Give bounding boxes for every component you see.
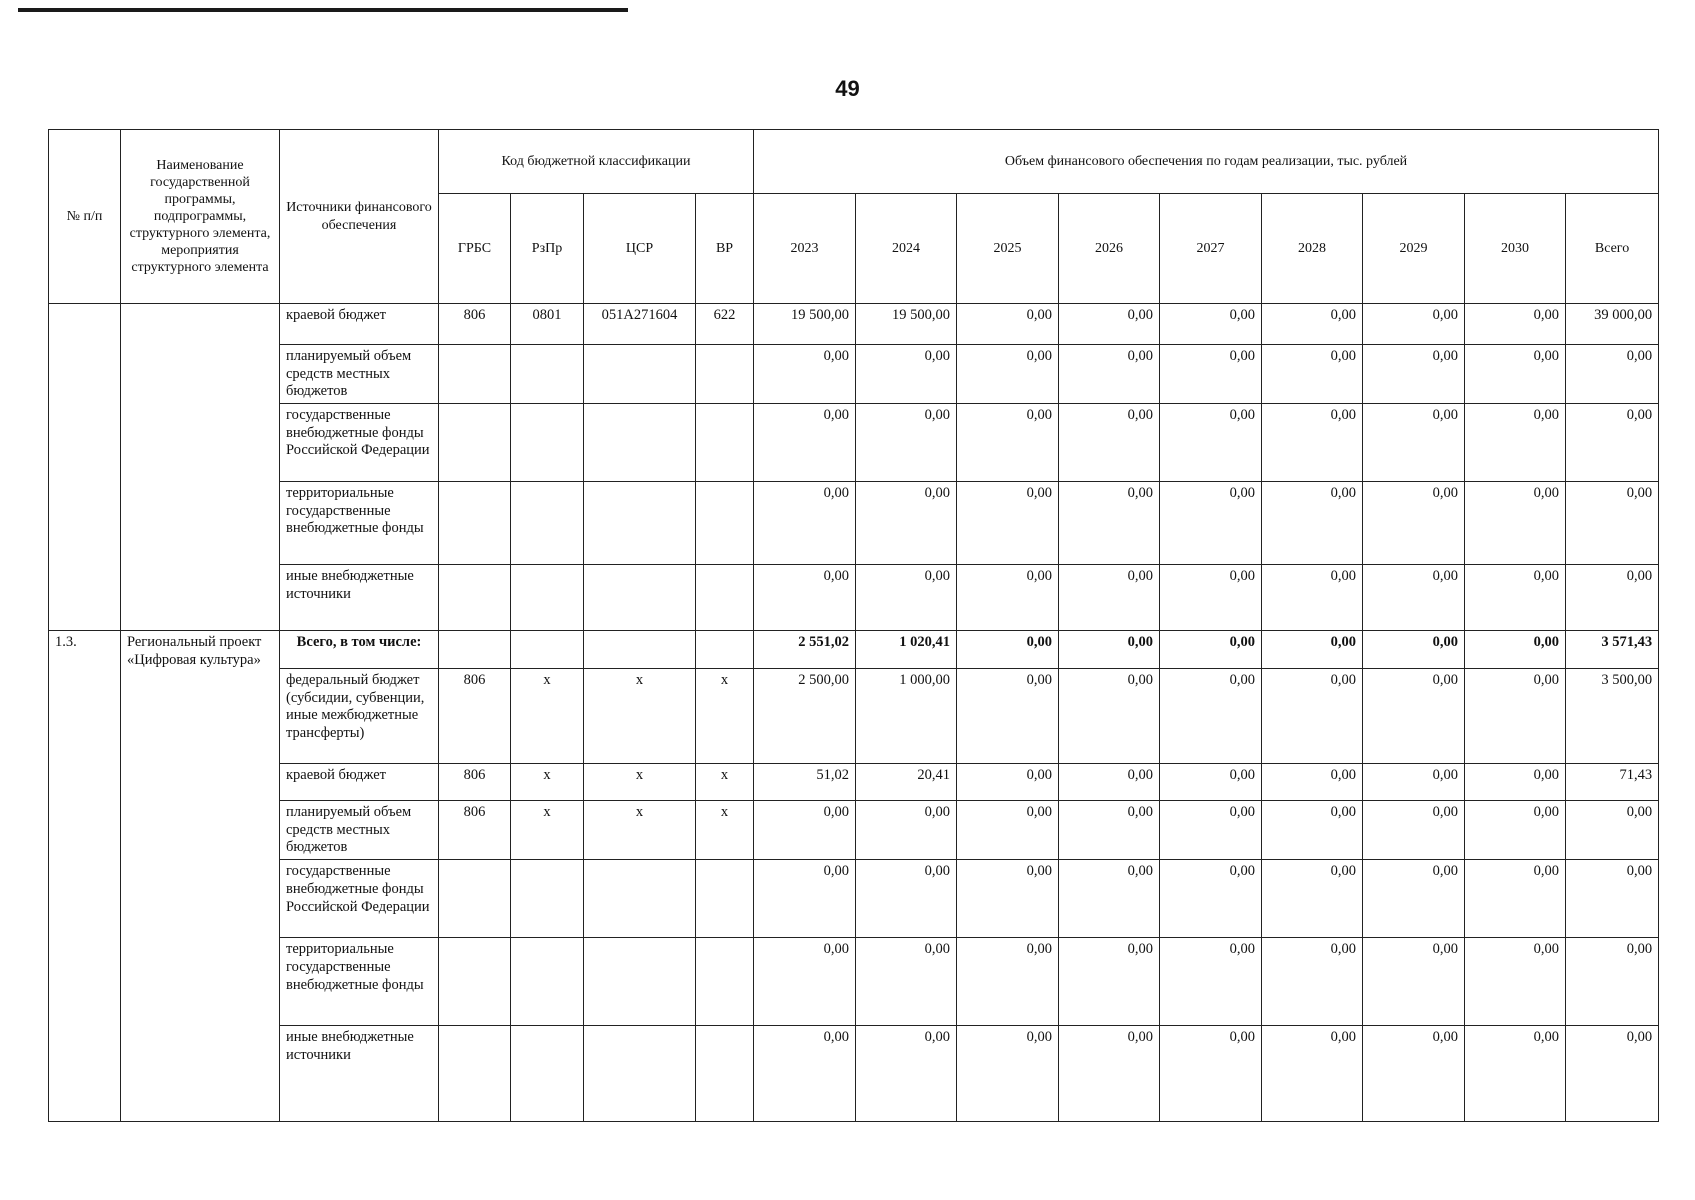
cell-value: 0,00 — [1059, 631, 1160, 669]
cell-value: 0,00 — [957, 304, 1059, 345]
cell-code — [511, 565, 584, 631]
financing-table — [48, 129, 1659, 1122]
header-year: 2029 — [1363, 194, 1465, 304]
cell-code — [696, 404, 754, 482]
cell-value: 0,00 — [856, 345, 957, 404]
cell-value: 0,00 — [1465, 404, 1566, 482]
cell-code: 806 — [439, 669, 511, 764]
top-rule — [18, 8, 628, 12]
cell-value: 20,41 — [856, 764, 957, 801]
cell-value: 0,00 — [754, 938, 856, 1026]
cell-value: 0,00 — [1262, 938, 1363, 1026]
cell-value: 0,00 — [1262, 669, 1363, 764]
cell-value: 0,00 — [1262, 764, 1363, 801]
cell-value: 0,00 — [1465, 304, 1566, 345]
cell-value: 0,00 — [957, 801, 1059, 860]
cell-code — [696, 938, 754, 1026]
cell-code — [511, 482, 584, 565]
header-year: 2023 — [754, 194, 856, 304]
cell-value: 0,00 — [1059, 404, 1160, 482]
cell-value: 0,00 — [754, 565, 856, 631]
cell-code — [511, 631, 584, 669]
cell-value: 0,00 — [856, 860, 957, 938]
cell-code — [584, 938, 696, 1026]
cell-code: x — [511, 764, 584, 801]
header-year: 2027 — [1160, 194, 1262, 304]
cell-value: 0,00 — [1160, 1026, 1262, 1122]
cell-code — [696, 565, 754, 631]
cell-code — [511, 404, 584, 482]
cell-source: планируемый объем средств местных бюджетов — [280, 345, 439, 404]
cell-value: 0,00 — [957, 860, 1059, 938]
cell-source: краевой бюджет — [280, 764, 439, 801]
cell-value: 0,00 — [754, 482, 856, 565]
header-code-group: Код бюджетной классификации — [439, 130, 754, 194]
cell-value: 0,00 — [1363, 304, 1465, 345]
cell-source: Всего, в том числе: — [280, 631, 439, 669]
cell-value: 0,00 — [1262, 801, 1363, 860]
cell-total: 0,00 — [1566, 801, 1659, 860]
cell-value: 0,00 — [1160, 482, 1262, 565]
cell-value: 0,00 — [957, 1026, 1059, 1122]
cell-code — [511, 860, 584, 938]
header-year: 2024 — [856, 194, 957, 304]
cell-value: 0,00 — [1363, 565, 1465, 631]
cell-code — [584, 631, 696, 669]
table-row — [49, 860, 1659, 938]
table-row — [49, 669, 1659, 764]
cell-value: 0,00 — [856, 404, 957, 482]
cell-value: 0,00 — [856, 938, 957, 1026]
table-row — [49, 482, 1659, 565]
cell-value: 0,00 — [1465, 801, 1566, 860]
cell-value: 0,00 — [1465, 669, 1566, 764]
cell-value: 0,00 — [1465, 345, 1566, 404]
cell-code — [511, 938, 584, 1026]
cell-code — [439, 404, 511, 482]
cell-value: 0,00 — [1262, 482, 1363, 565]
cell-code: x — [696, 801, 754, 860]
cell-total: 71,43 — [1566, 764, 1659, 801]
cell-value: 0,00 — [1363, 860, 1465, 938]
cell-value: 0,00 — [957, 764, 1059, 801]
cell-name: Региональный проект «Цифровая культура» — [121, 631, 280, 1122]
cell-value: 0,00 — [856, 801, 957, 860]
cell-value: 0,00 — [856, 482, 957, 565]
header-code-grbs: ГРБС — [439, 194, 511, 304]
table-row — [49, 938, 1659, 1026]
header-year: 2030 — [1465, 194, 1566, 304]
cell-code: 806 — [439, 801, 511, 860]
cell-value: 19 500,00 — [856, 304, 957, 345]
cell-source: краевой бюджет — [280, 304, 439, 345]
cell-value: 0,00 — [1262, 345, 1363, 404]
cell-value: 0,00 — [1160, 404, 1262, 482]
cell-code — [511, 345, 584, 404]
cell-value: 0,00 — [1465, 860, 1566, 938]
cell-value: 0,00 — [856, 565, 957, 631]
cell-value: 0,00 — [754, 345, 856, 404]
table-row — [49, 801, 1659, 860]
cell-num — [49, 304, 121, 631]
cell-value: 0,00 — [1363, 631, 1465, 669]
header-total: Всего — [1566, 194, 1659, 304]
cell-value: 0,00 — [1262, 631, 1363, 669]
cell-source: государственные внебюджетные фонды Российской Федерации — [280, 860, 439, 938]
cell-source: территориальные государственные внебюджетные фонды — [280, 482, 439, 565]
cell-value: 0,00 — [1363, 669, 1465, 764]
cell-code — [696, 860, 754, 938]
cell-name — [121, 304, 280, 631]
cell-total: 0,00 — [1566, 938, 1659, 1026]
cell-code — [439, 1026, 511, 1122]
cell-value: 0,00 — [957, 345, 1059, 404]
header-year: 2025 — [957, 194, 1059, 304]
cell-code — [696, 631, 754, 669]
cell-value: 0,00 — [1465, 938, 1566, 1026]
cell-value: 0,00 — [1465, 764, 1566, 801]
cell-value: 2 500,00 — [754, 669, 856, 764]
cell-code: x — [584, 764, 696, 801]
cell-value: 0,00 — [754, 860, 856, 938]
cell-code: 051А271604 — [584, 304, 696, 345]
cell-value: 0,00 — [1262, 565, 1363, 631]
cell-code: x — [696, 669, 754, 764]
cell-value: 0,00 — [1465, 1026, 1566, 1122]
cell-code: x — [696, 764, 754, 801]
cell-code: 622 — [696, 304, 754, 345]
table-row — [49, 404, 1659, 482]
cell-total: 3 500,00 — [1566, 669, 1659, 764]
cell-value: 0,00 — [1363, 345, 1465, 404]
cell-value: 0,00 — [957, 565, 1059, 631]
cell-code — [439, 938, 511, 1026]
cell-code — [696, 345, 754, 404]
cell-value: 0,00 — [1363, 482, 1465, 565]
cell-source: федеральный бюджет (субсидии, субвенции, иные межбюджетные трансферты) — [280, 669, 439, 764]
cell-value: 0,00 — [1160, 860, 1262, 938]
table-row-total — [49, 631, 1659, 669]
cell-value: 1 020,41 — [856, 631, 957, 669]
cell-value: 0,00 — [1160, 764, 1262, 801]
cell-value: 2 551,02 — [754, 631, 856, 669]
cell-value: 0,00 — [1059, 801, 1160, 860]
header-code-vr: ВР — [696, 194, 754, 304]
table-row — [49, 1026, 1659, 1122]
header-num: № п/п — [49, 130, 121, 304]
cell-code: x — [584, 801, 696, 860]
header-name: Наименование государственной программы, подпрограммы, структурного элемента, мероприятия структурного элемента — [121, 130, 280, 304]
cell-value: 0,00 — [957, 482, 1059, 565]
cell-value: 0,00 — [1363, 764, 1465, 801]
header-volume-group: Объем финансового обеспечения по годам реализации, тыс. рублей — [754, 130, 1659, 194]
cell-value: 0,00 — [1465, 482, 1566, 565]
cell-value: 0,00 — [754, 404, 856, 482]
cell-total: 0,00 — [1566, 1026, 1659, 1122]
cell-code: x — [584, 669, 696, 764]
table-row — [49, 345, 1659, 404]
cell-value: 19 500,00 — [754, 304, 856, 345]
cell-code — [439, 860, 511, 938]
cell-code — [584, 565, 696, 631]
cell-value: 0,00 — [1262, 304, 1363, 345]
cell-value: 0,00 — [1363, 404, 1465, 482]
cell-code — [584, 860, 696, 938]
cell-total: 39 000,00 — [1566, 304, 1659, 345]
cell-total: 0,00 — [1566, 404, 1659, 482]
cell-code — [439, 565, 511, 631]
cell-value: 0,00 — [1059, 565, 1160, 631]
page-number: 49 — [835, 76, 860, 101]
cell-value: 0,00 — [856, 1026, 957, 1122]
cell-value: 0,00 — [1160, 938, 1262, 1026]
cell-num: 1.3. — [49, 631, 121, 1122]
header-year: 2028 — [1262, 194, 1363, 304]
cell-value: 0,00 — [1059, 482, 1160, 565]
table-row — [49, 304, 1659, 345]
cell-code — [584, 1026, 696, 1122]
cell-source: иные внебюджетные источники — [280, 1026, 439, 1122]
cell-code: 806 — [439, 764, 511, 801]
header-sources: Источники финансового обеспечения — [280, 130, 439, 304]
cell-value: 0,00 — [1059, 345, 1160, 404]
cell-value: 0,00 — [1160, 565, 1262, 631]
cell-value: 0,00 — [1363, 938, 1465, 1026]
cell-code — [584, 345, 696, 404]
cell-value: 0,00 — [1160, 345, 1262, 404]
cell-code — [511, 1026, 584, 1122]
cell-source: планируемый объем средств местных бюджетов — [280, 801, 439, 860]
cell-total: 3 571,43 — [1566, 631, 1659, 669]
cell-total: 0,00 — [1566, 860, 1659, 938]
header-code-rzpr: РзПр — [511, 194, 584, 304]
cell-value: 0,00 — [957, 631, 1059, 669]
cell-value: 0,00 — [1059, 304, 1160, 345]
cell-code — [439, 482, 511, 565]
cell-value: 0,00 — [1059, 1026, 1160, 1122]
header-row-1 — [49, 130, 1659, 194]
cell-value: 0,00 — [1363, 1026, 1465, 1122]
cell-value: 1 000,00 — [856, 669, 957, 764]
cell-value: 0,00 — [1465, 565, 1566, 631]
cell-code: x — [511, 801, 584, 860]
cell-value: 0,00 — [754, 801, 856, 860]
header-code-csr: ЦСР — [584, 194, 696, 304]
cell-value: 0,00 — [1160, 304, 1262, 345]
cell-value: 51,02 — [754, 764, 856, 801]
cell-value: 0,00 — [1465, 631, 1566, 669]
table-row — [49, 565, 1659, 631]
cell-code — [439, 631, 511, 669]
cell-value: 0,00 — [754, 1026, 856, 1122]
cell-value: 0,00 — [1262, 860, 1363, 938]
cell-code: 0801 — [511, 304, 584, 345]
cell-total: 0,00 — [1566, 482, 1659, 565]
cell-code — [696, 482, 754, 565]
cell-value: 0,00 — [957, 669, 1059, 764]
cell-value: 0,00 — [957, 938, 1059, 1026]
cell-code: 806 — [439, 304, 511, 345]
cell-value: 0,00 — [1160, 631, 1262, 669]
cell-code — [696, 1026, 754, 1122]
cell-source: иные внебюджетные источники — [280, 565, 439, 631]
cell-code — [584, 404, 696, 482]
cell-code — [584, 482, 696, 565]
cell-value: 0,00 — [1262, 1026, 1363, 1122]
cell-source: государственные внебюджетные фонды Российской Федерации — [280, 404, 439, 482]
cell-value: 0,00 — [1059, 860, 1160, 938]
cell-value: 0,00 — [1363, 801, 1465, 860]
cell-value: 0,00 — [1059, 764, 1160, 801]
table-row — [49, 764, 1659, 801]
cell-value: 0,00 — [1160, 801, 1262, 860]
cell-value: 0,00 — [1059, 669, 1160, 764]
cell-value: 0,00 — [1059, 938, 1160, 1026]
cell-code: x — [511, 669, 584, 764]
header-year: 2026 — [1059, 194, 1160, 304]
cell-value: 0,00 — [1262, 404, 1363, 482]
cell-total: 0,00 — [1566, 565, 1659, 631]
cell-code — [439, 345, 511, 404]
cell-value: 0,00 — [1160, 669, 1262, 764]
cell-value: 0,00 — [957, 404, 1059, 482]
cell-total: 0,00 — [1566, 345, 1659, 404]
cell-source: территориальные государственные внебюджетные фонды — [280, 938, 439, 1026]
